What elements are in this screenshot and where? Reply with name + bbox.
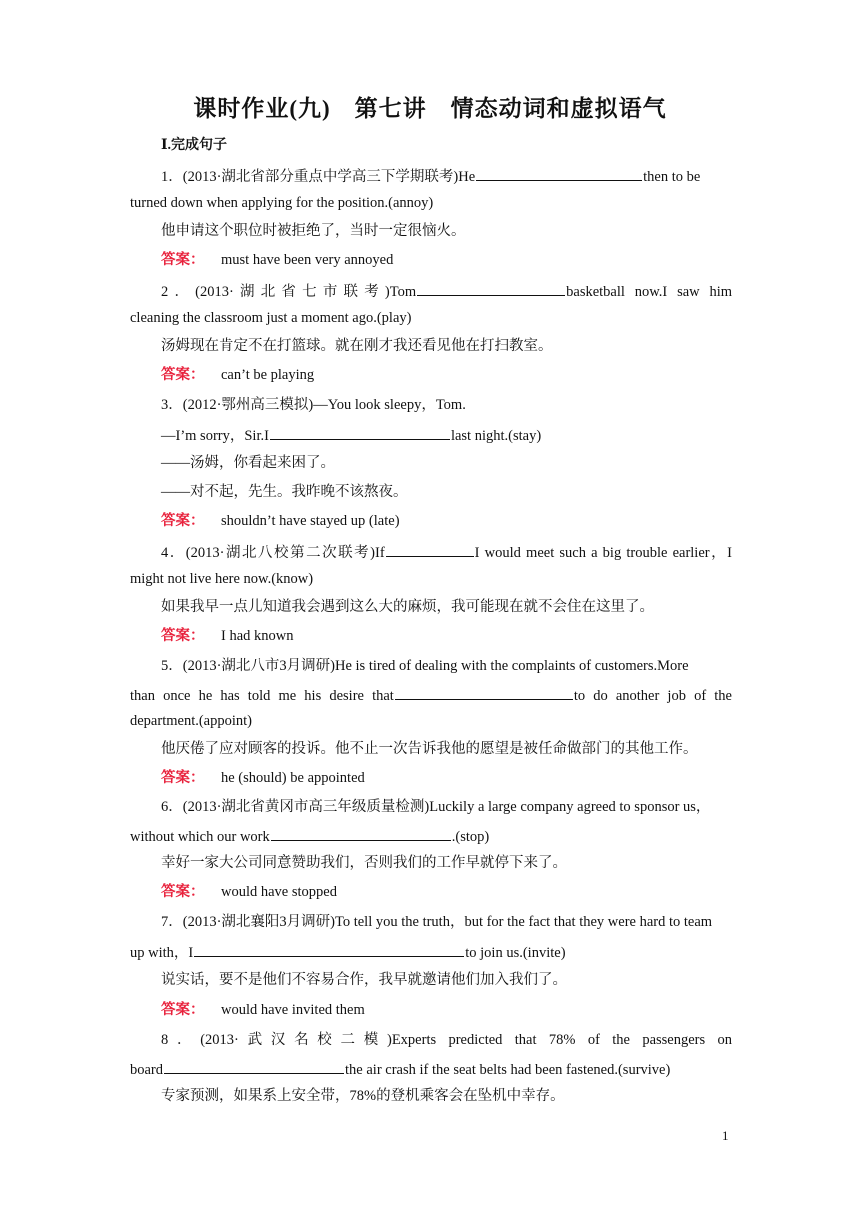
q3-line2: —I’m sorry，Sir.I last night.(stay) — [161, 424, 541, 446]
q1-line1: 1．(2013·湖北省部分重点中学高三下学期联考)He then to be — [161, 165, 700, 187]
section-heading: Ⅰ.完成句子 — [161, 138, 228, 153]
q8-translation: 专家预测，如果系上安全带，78%的登机乘客会在坠机中幸存。 — [161, 1088, 565, 1104]
q6-line1: 6．(2013·湖北省黄冈市高三年级质量检测)Luckily a large company agreed to sponsor us， — [161, 799, 711, 815]
q1-translation: 他申请这个职位时被拒绝了，当时一定很恼火。 — [161, 223, 466, 239]
answer-label: 答案： — [161, 513, 205, 529]
answer-label: 答案： — [161, 1002, 205, 1018]
q8-line1: 8．(2013·武汉名校二模)Experts predicted that 78% of the passengers on — [161, 1032, 732, 1048]
q2-line2: cleaning the classroom just a moment ago.(play) — [130, 310, 412, 326]
q5-line2: than once he has told me his desire that to do another job of the — [130, 684, 732, 706]
answer-blank — [194, 941, 464, 957]
q5-translation: 他厌倦了应对顾客的投诉。他不止一次告诉我他的愿望是被任命做部门的其他工作。 — [161, 741, 698, 757]
q7-translation: 说实话，要不是他们不容易合作，我早就邀请他们加入我们了。 — [161, 972, 567, 988]
q6-translation: 幸好一家大公司同意赞助我们，否则我们的工作早就停下来了。 — [161, 855, 567, 871]
q2-translation: 汤姆现在肯定不在打篮球。就在刚才我还看见他在打扫教室。 — [161, 338, 553, 354]
q1-answer: 答案： must have been very annoyed — [161, 252, 394, 268]
q3-line1: 3．(2012·鄂州高三模拟)—You look sleepy，Tom. — [161, 397, 466, 413]
answer-blank — [386, 541, 474, 557]
q8-line2: board the air crash if the seat belts had been fastened.(survive) — [130, 1058, 670, 1080]
answer-blank — [164, 1058, 344, 1074]
q7-line1: 7．(2013·湖北襄阳3月调研)To tell you the truth，but for the fact that they were hard to team — [161, 914, 713, 930]
q1-line2: turned down when applying for the position.(annoy) — [130, 195, 434, 211]
q5-line3: department.(appoint) — [130, 713, 252, 729]
answer-blank — [271, 825, 451, 841]
q7-line2: up with，I to join us.(invite) — [130, 941, 566, 963]
answer-blank — [270, 424, 450, 440]
q4-answer: 答案： I had known — [161, 628, 294, 644]
q3-answer: 答案： shouldn’t have stayed up (late) — [161, 513, 400, 529]
q4-line1: 4．(2013·湖北八校第二次联考)If I would meet such a big trouble earlier，I — [161, 541, 732, 563]
page-title: 课时作业(九) 第七讲 情态动词和虚拟语气 — [193, 96, 667, 121]
q4-translation: 如果我早一点儿知道我会遇到这么大的麻烦，我可能现在就不会住在这里了。 — [161, 599, 654, 615]
answer-label: 答案： — [161, 884, 205, 900]
q7-answer: 答案： would have invited them — [161, 1002, 365, 1018]
q5-line1: 5．(2013·湖北八市3月调研)He is tired of dealing with the complaints of customers.More — [161, 658, 689, 674]
answer-label: 答案： — [161, 770, 205, 786]
page-number: 1 — [722, 1128, 729, 1143]
q4-line2: might not live here now.(know) — [130, 571, 314, 587]
q2-answer: 答案： can’t be playing — [161, 367, 315, 383]
answer-blank — [476, 165, 642, 181]
q3-translation-2: ——对不起，先生。我昨晚不该熬夜。 — [161, 484, 408, 500]
answer-blank — [395, 684, 573, 700]
answer-label: 答案： — [161, 252, 205, 268]
answer-blank — [417, 280, 565, 296]
q3-translation-1: ——汤姆，你看起来困了。 — [161, 455, 335, 471]
q6-answer: 答案： would have stopped — [161, 884, 337, 900]
q6-line2: without which our work .(stop) — [130, 825, 489, 847]
answer-label: 答案： — [161, 628, 205, 644]
answer-label: 答案： — [161, 367, 205, 383]
q2-line1: 2．(2013·湖北省七市联考)Tom basketball now.I saw him — [161, 280, 732, 302]
q5-answer: 答案： he (should) be appointed — [161, 770, 365, 786]
